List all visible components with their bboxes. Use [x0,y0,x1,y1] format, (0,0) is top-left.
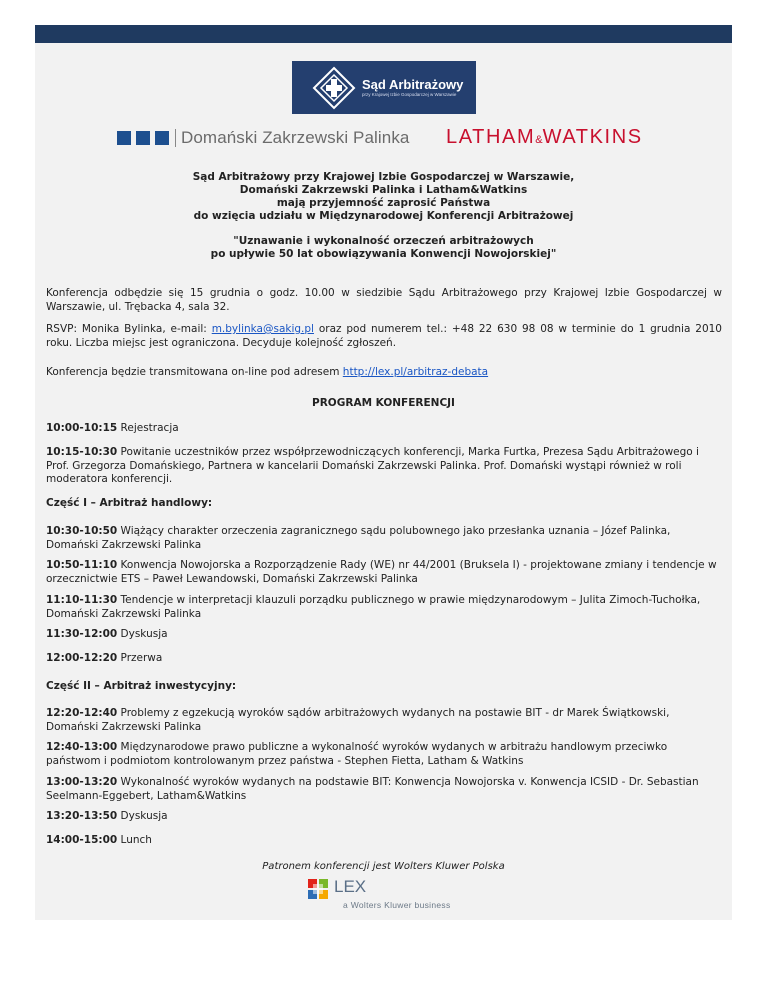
program-item-time: 12:20-12:40 [46,707,118,719]
program-item-time: 10:15-10:30 [46,446,118,458]
program-item [46,810,722,824]
program-item-text: Problemy z egzekucją wyroków sądów arbitrażowych wydanych na postawie BIT - dr Marek Świątkowski, Domański Zakrzewski Palinka [46,707,670,733]
program-item-text: Konwencja Nowojorska a Rozporządzenie Rady (WE) nr 44/2001 (Bruksela I) - projektowane zmiany i tendencje w orzecznictwie ETS – Paweł Lewandowski, Domański Zakrzewski Palinka [46,559,717,585]
program-item-time: 10:30-10:50 [46,525,118,537]
program-item-text: Międzynarodowe prawo publiczne a wykonalność wyroków wydanych w arbitrażu handlowym przeciwko państwom i podmiotom kontrolowanym przez państwa - Stephen Fietta, Latham & Watkins [46,741,668,767]
court-emblem-icon [312,66,356,110]
logo-square-icon [136,131,150,145]
logo-square-icon [117,131,131,145]
conference-title-line-2: po upływie 50 lat obowiązywania Konwencji Nowojorskiej" [210,248,557,260]
dzp-logo [117,128,410,148]
lex-logo-text: LEX [334,877,367,896]
program-item [46,628,722,642]
program-item-time: 12:00-12:20 [46,652,118,664]
program-item-text: Wykonalność wyroków wydanych na podstawie BIT: Konwencja Nowojorska v. Konwencja ICSID - Dr. Sebastian Seelmann-Eggebert, Latham&Watkins [46,776,699,802]
rsvp-text-after: oraz pod numerem tel.: +48 22 630 98 08 w terminie do 1 grudnia 2010 roku. Liczba miejsc jest ograniczona. Decyduje kolejność zgłoszeń. [46,323,722,349]
program-item-time: 11:30-12:00 [46,628,118,640]
invitation-line-4: do wzięcia udziału w Międzynarodowej Konferencji Arbitrażowej [193,210,574,222]
stream-text: Konferencja będzie transmitowana on-line pod adresem [46,366,343,378]
program-item [46,422,722,436]
program-item-time: 14:00-15:00 [46,834,118,846]
program-item [46,776,722,803]
sad-arbitrazowy-logo [292,61,476,114]
lex-logo-subtitle: a Wolters Kluwer business [343,900,451,910]
stream-paragraph [46,366,722,380]
program-item [46,834,722,848]
top-banner-bar [35,25,732,43]
conference-title [35,235,732,261]
program-item [46,707,722,734]
lex-logo [306,877,476,913]
logo-square-icon [155,131,169,145]
patron-text: Patronem konferencji jest Wolters Kluwer Polska [262,861,505,872]
program-item-time: 12:40-13:00 [46,741,118,753]
latham-watkins-logo [446,126,643,149]
rsvp-email-link[interactable]: m.bylinka@sakig.pl [211,323,314,335]
program-item-time: 11:10-11:30 [46,594,118,606]
conference-title-line-1: "Uznawanie i wykonalność orzeczeń arbitrażowych [233,235,534,247]
venue-paragraph: Konferencja odbędzie się 15 grudnia o godz. 10.00 w siedzibie Sądu Arbitrażowego przy Krajowej Izbie Gospodarczej w Warszawie, ul. Trębacka 4, sala 32. [46,287,722,313]
program-item [46,652,722,666]
lw-logo-part-a: LATHAM [446,126,536,148]
program-heading: PROGRAM KONFERENCJI [312,397,455,409]
stream-link[interactable]: http://lex.pl/arbitraz-debata [342,366,489,378]
invitation-line-1: Sąd Arbitrażowy przy Krajowej Izbie Gospodarczej w Warszawie, [192,171,575,183]
program-item-time: 10:50-11:10 [46,559,118,571]
program-section-heading [46,497,722,511]
program-item [46,525,722,552]
dzp-logo-text: Domański Zakrzewski Palinka [181,128,410,147]
program-item-text: Rejestracja [117,422,179,434]
program-item-time: 10:00-10:15 [46,422,118,434]
program-item [46,741,722,768]
program-item-time: 13:20-13:50 [46,810,118,822]
program-section-title: Część II – Arbitraż inwestycyjny: [46,680,237,692]
sa-logo-subtitle: przy Krajowej Izbie Gospodarczej w Warszawie [362,91,457,97]
lex-logo-icon [306,877,330,901]
program-item-text: Powitanie uczestników przez współprzewodniczących konferencji, Marka Furtka, Prezesa Sądu Arbitrażowego i Prof. Grzegorza Domańskiego, Partnera w kancelarii Domański Zakrzewski Palinka. Prof. Domański wystąpi również w roli moderatora konferencji. [46,446,699,485]
rsvp-text-before: RSVP: Monika Bylinka, e-mail: [46,323,212,335]
program-item-text: Dyskusja [117,810,168,822]
program-item-text: Lunch [117,834,152,846]
lw-logo-amp: & [535,134,543,146]
invitation-line-3: mają przyjemność zaprosić Państwa [276,197,491,209]
program-section-title: Część I – Arbitraż handlowy: [46,497,213,509]
program-item-time: 13:00-13:20 [46,776,118,788]
program-item-text: Przerwa [117,652,163,664]
program-item [46,446,722,487]
lw-logo-part-b: WATKINS [542,126,643,148]
program-item-text: Tendencje w interpretacji klauzuli porządku publicznego w prawie międzynarodowym – Julita Zimoch-Tuchołka, Domański Zakrzewski Palinka [46,594,701,620]
logo-divider [175,129,176,147]
rsvp-paragraph [46,323,722,350]
program-section-heading [46,680,722,694]
program-item-text: Dyskusja [117,628,168,640]
sa-logo-title: Sąd Arbitrażowy [362,76,464,92]
program-item-text: Wiążący charakter orzeczenia zagranicznego sądu polubownego jako przesłanka uznania – Józef Palinka, Domański Zakrzewski Palinka [46,525,671,551]
program-item [46,594,722,621]
invitation-line-2: Domański Zakrzewski Palinka i Latham&Watkins [239,184,528,196]
invitation-text [35,171,732,223]
program-item [46,559,722,586]
